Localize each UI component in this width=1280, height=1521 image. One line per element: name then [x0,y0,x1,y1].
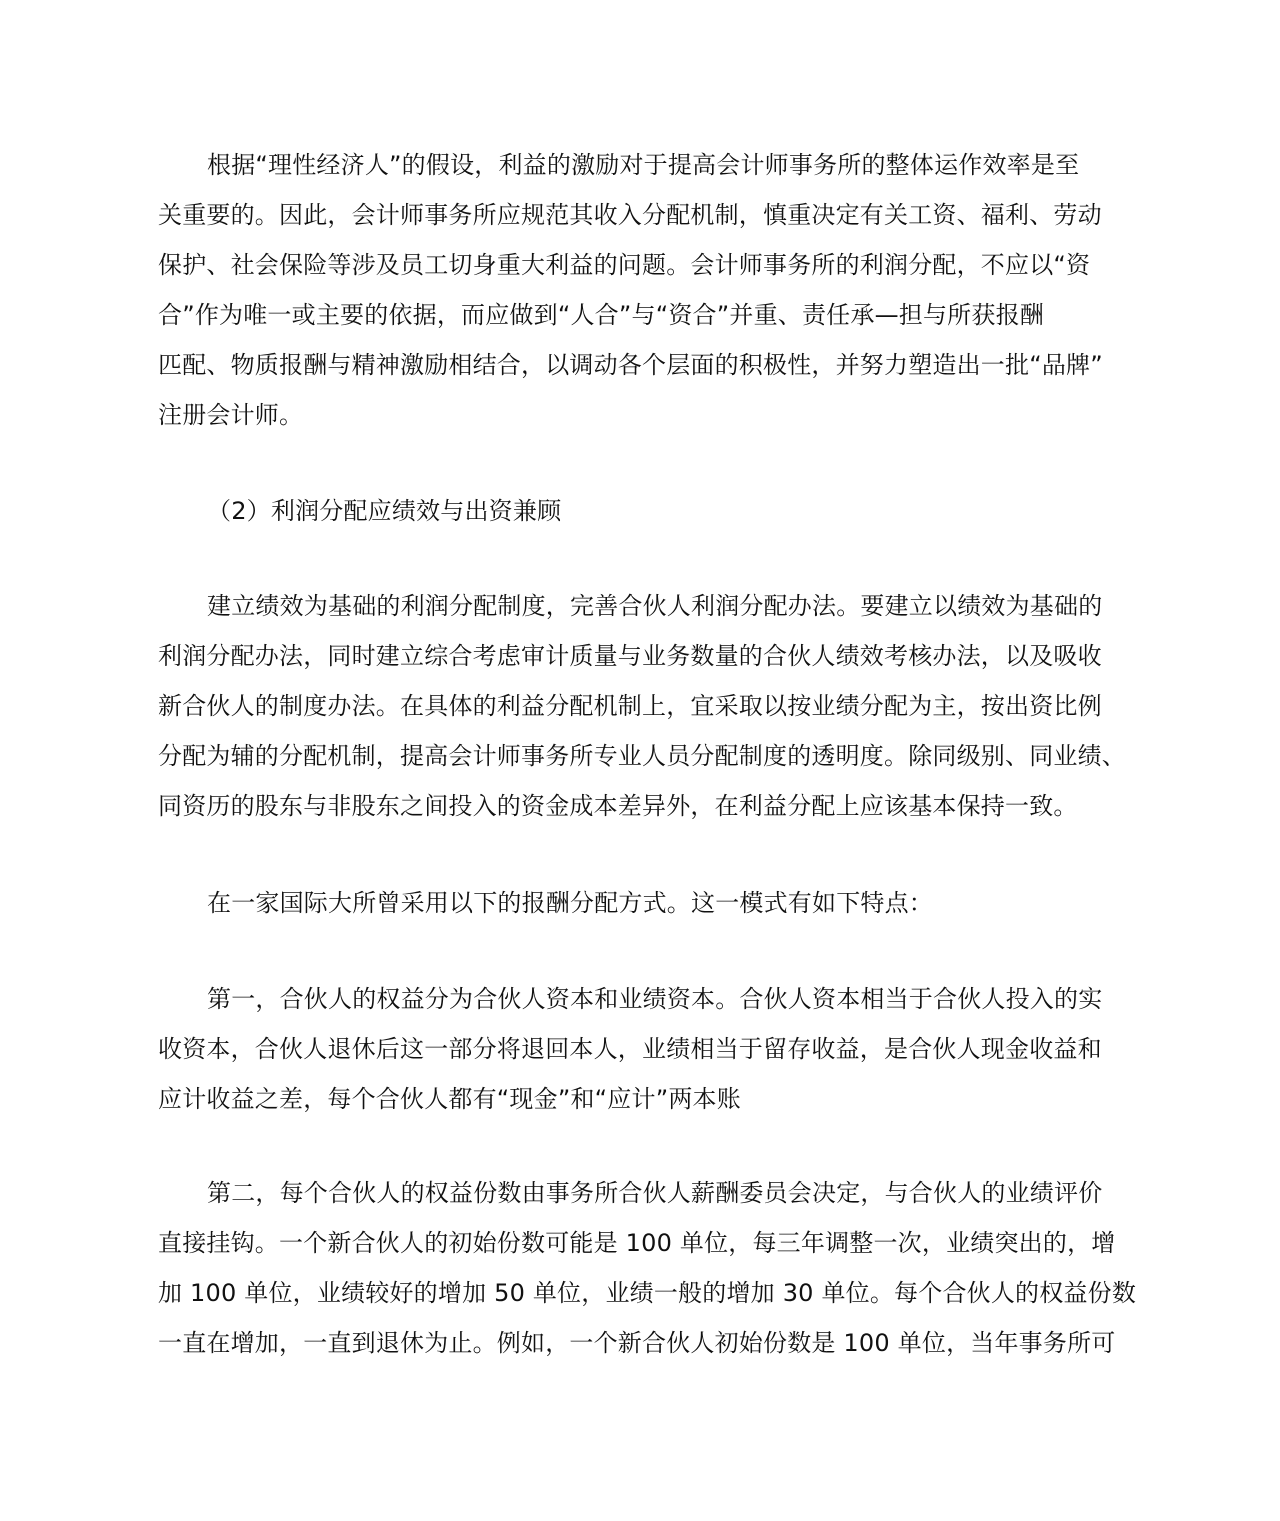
text-line: 利润分配办法，同时建立综合考虑审计质量与业务数量的合伙人绩效考核办法，以及吸收 [158,642,1102,670]
text-line: 一直在增加，一直到退休为止。例如，一个新合伙人初始份数是 100 单位，当年事务所可 [158,1329,1116,1357]
text-line: 应计收益之差，每个合伙人都有“现金”和“应计”两本账 [158,1085,741,1113]
text-line: 收资本，合伙人退休后这一部分将退回本人，业绩相当于留存收益，是合伙人现金收益和 [158,1035,1102,1063]
text-line: 加 100 单位，业绩较好的增加 50 单位，业绩一般的增加 30 单位。每个合伙人的权益份数 [158,1279,1137,1307]
text-line: 保护、社会保险等涉及员工切身重大利益的问题。会计师事务所的利润分配，不应以“资 [158,251,1091,279]
text-line: 新合伙人的制度办法。在具体的利益分配机制上，宜采取以按业绩分配为主，按出资比例 [158,692,1102,720]
text-line: 同资历的股东与非股东之间投入的资金成本差异外，在利益分配上应该基本保持一致。 [158,792,1078,820]
text-line: 在一家国际大所曾采用以下的报酬分配方式。这一模式有如下特点： [207,889,933,917]
paragraph-performance-based-distribution [158,581,1138,831]
text-line: 注册会计师。 [158,401,304,429]
text-line: 直接挂钩。一个新合伙人的初始份数可能是 100 单位，每三年调整一次，业绩突出的，增 [158,1229,1116,1257]
heading-text: （2）利润分配应绩效与出资兼顾 [207,497,562,525]
text-line: 根据“理性经济人”的假设，利益的激励对于提高会计师事务所的整体运作效率是至 [207,151,1080,179]
paragraph-international-firm-intro [158,878,1138,928]
text-line: 合”作为唯一或主要的依据，而应做到“人合”与“资合”并重、责任承—担与所获报酬 [158,301,1044,329]
paragraph-first-feature [158,974,1138,1124]
text-line: 建立绩效为基础的利润分配制度，完善合伙人利润分配办法。要建立以绩效为基础的 [207,592,1103,620]
text-line: 分配为辅的分配机制，提高会计师事务所专业人员分配制度的透明度。除同级别、同业绩、 [158,742,1126,770]
text-line: 第二，每个合伙人的权益份数由事务所合伙人薪酬委员会决定，与合伙人的业绩评价 [207,1179,1103,1207]
section-heading [158,486,1138,536]
text-line: 匹配、物质报酬与精神激励相结合，以调动各个层面的积极性，并努力塑造出一批“品牌” [158,351,1103,379]
text-line: 关重要的。因此，会计师事务所应规范其收入分配机制，慎重决定有关工资、福利、劳动 [158,201,1102,229]
text-line: 第一，合伙人的权益分为合伙人资本和业绩资本。合伙人资本相当于合伙人投入的实 [207,985,1103,1013]
paragraph-rational-economic-man [158,140,1138,440]
paragraph-second-feature [158,1168,1138,1368]
